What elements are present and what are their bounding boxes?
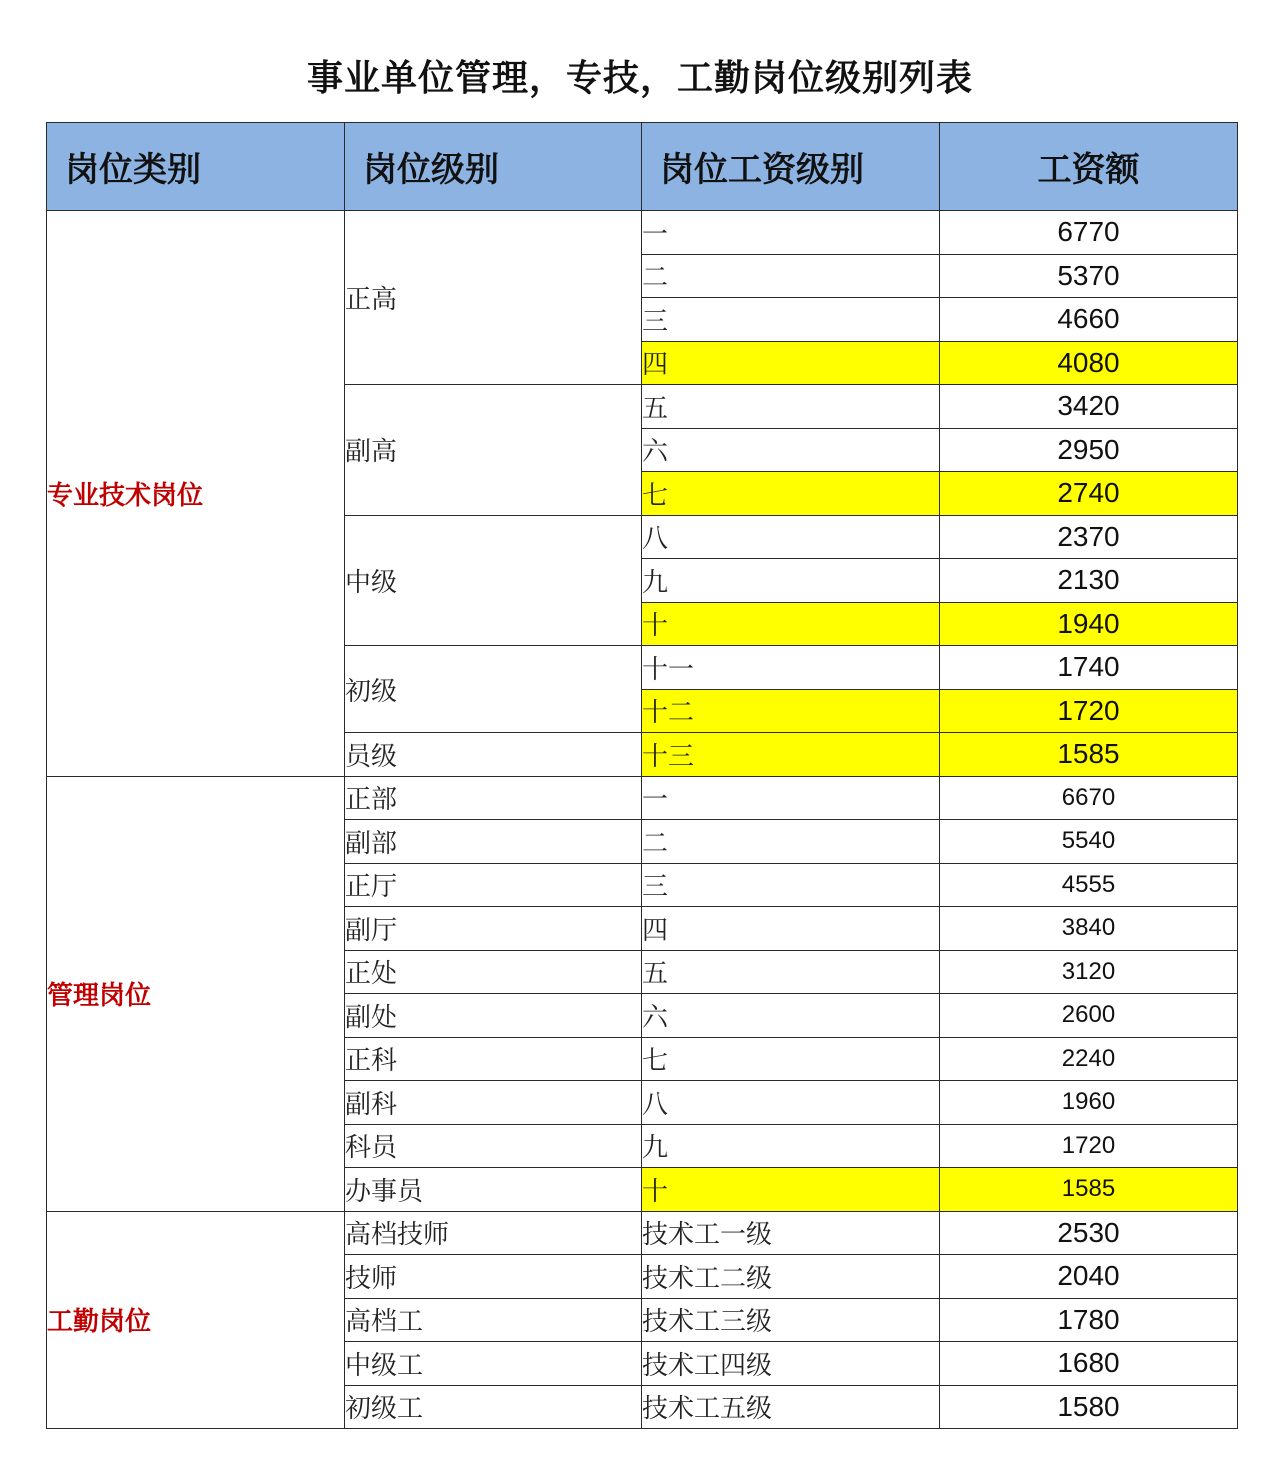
level-cell: 高档技师: [345, 1211, 642, 1255]
amount-cell: 2040: [940, 1255, 1238, 1299]
amount-cell: 1720: [940, 1124, 1238, 1168]
grade-cell: 四: [642, 341, 940, 385]
level-cell: 正处: [345, 950, 642, 994]
amount-cell: 6670: [940, 776, 1238, 820]
header-grade: 岗位工资级别: [642, 123, 940, 211]
grade-cell: 五: [642, 950, 940, 994]
amount-cell: 4080: [940, 341, 1238, 385]
header-category: 岗位类别: [47, 123, 345, 211]
grade-cell: 三: [642, 863, 940, 907]
grade-cell: 技术工四级: [642, 1342, 940, 1386]
amount-cell: 1585: [940, 733, 1238, 777]
table-row: [47, 776, 1238, 820]
amount-cell: 2370: [940, 515, 1238, 559]
amount-cell: 2530: [940, 1211, 1238, 1255]
header-row: [47, 123, 1238, 211]
grade-cell: 二: [642, 820, 940, 864]
grade-cell: 技术工三级: [642, 1298, 940, 1342]
level-cell: 正部: [345, 776, 642, 820]
grade-cell: 三: [642, 298, 940, 342]
grade-cell: 九: [642, 1124, 940, 1168]
level-cell: 初级工: [345, 1385, 642, 1429]
grade-cell: 九: [642, 559, 940, 603]
page-title: 事业单位管理，专技，工勤岗位级别列表: [306, 58, 973, 99]
grade-cell: 四: [642, 907, 940, 951]
category-mgmt: 管理岗位: [47, 776, 345, 1211]
grade-cell: 技术工二级: [642, 1255, 940, 1299]
level-cell: 初级: [345, 646, 642, 733]
level-cell: 副厅: [345, 907, 642, 951]
amount-cell: 1940: [940, 602, 1238, 646]
grade-cell: 六: [642, 428, 940, 472]
grade-cell: 七: [642, 472, 940, 516]
amount-cell: 6770: [940, 211, 1238, 255]
table-row: [47, 1211, 1238, 1255]
grade-cell: 二: [642, 254, 940, 298]
salary-table: [46, 122, 1238, 1429]
amount-cell: 1585: [940, 1168, 1238, 1212]
amount-cell: 4555: [940, 863, 1238, 907]
level-cell: 中级工: [345, 1342, 642, 1386]
grade-cell: 八: [642, 1081, 940, 1125]
header-amount: 工资额: [940, 123, 1238, 211]
amount-cell: 5540: [940, 820, 1238, 864]
level-cell: 科员: [345, 1124, 642, 1168]
amount-cell: 1580: [940, 1385, 1238, 1429]
level-cell: 副高: [345, 385, 642, 516]
level-cell: 办事员: [345, 1168, 642, 1212]
amount-cell: 4660: [940, 298, 1238, 342]
grade-cell: 技术工五级: [642, 1385, 940, 1429]
grade-cell: 六: [642, 994, 940, 1038]
amount-cell: 1680: [940, 1342, 1238, 1386]
level-cell: 副科: [345, 1081, 642, 1125]
amount-cell: 1720: [940, 689, 1238, 733]
level-cell: 正高: [345, 211, 642, 385]
amount-cell: 2600: [940, 994, 1238, 1038]
grade-cell: 一: [642, 211, 940, 255]
level-cell: 技师: [345, 1255, 642, 1299]
category-work: 工勤岗位: [47, 1211, 345, 1429]
grade-cell: 十一: [642, 646, 940, 690]
grade-cell: 八: [642, 515, 940, 559]
amount-cell: 2950: [940, 428, 1238, 472]
grade-cell: 一: [642, 776, 940, 820]
grade-cell: 五: [642, 385, 940, 429]
grade-cell: 技术工一级: [642, 1211, 940, 1255]
amount-cell: 1780: [940, 1298, 1238, 1342]
amount-cell: 2240: [940, 1037, 1238, 1081]
amount-cell: 3840: [940, 907, 1238, 951]
grade-cell: 十: [642, 1168, 940, 1212]
level-cell: 正科: [345, 1037, 642, 1081]
grade-cell: 十: [642, 602, 940, 646]
level-cell: 正厅: [345, 863, 642, 907]
amount-cell: 2740: [940, 472, 1238, 516]
amount-cell: 3420: [940, 385, 1238, 429]
grade-cell: 十三: [642, 733, 940, 777]
amount-cell: 1740: [940, 646, 1238, 690]
level-cell: 中级: [345, 515, 642, 646]
amount-cell: 5370: [940, 254, 1238, 298]
level-cell: 员级: [345, 733, 642, 777]
header-level: 岗位级别: [345, 123, 642, 211]
category-tech: 专业技术岗位: [47, 211, 345, 777]
grade-cell: 七: [642, 1037, 940, 1081]
table-row: [47, 211, 1238, 255]
grade-cell: 十二: [642, 689, 940, 733]
level-cell: 副部: [345, 820, 642, 864]
level-cell: 副处: [345, 994, 642, 1038]
amount-cell: 3120: [940, 950, 1238, 994]
level-cell: 高档工: [345, 1298, 642, 1342]
amount-cell: 2130: [940, 559, 1238, 603]
amount-cell: 1960: [940, 1081, 1238, 1125]
